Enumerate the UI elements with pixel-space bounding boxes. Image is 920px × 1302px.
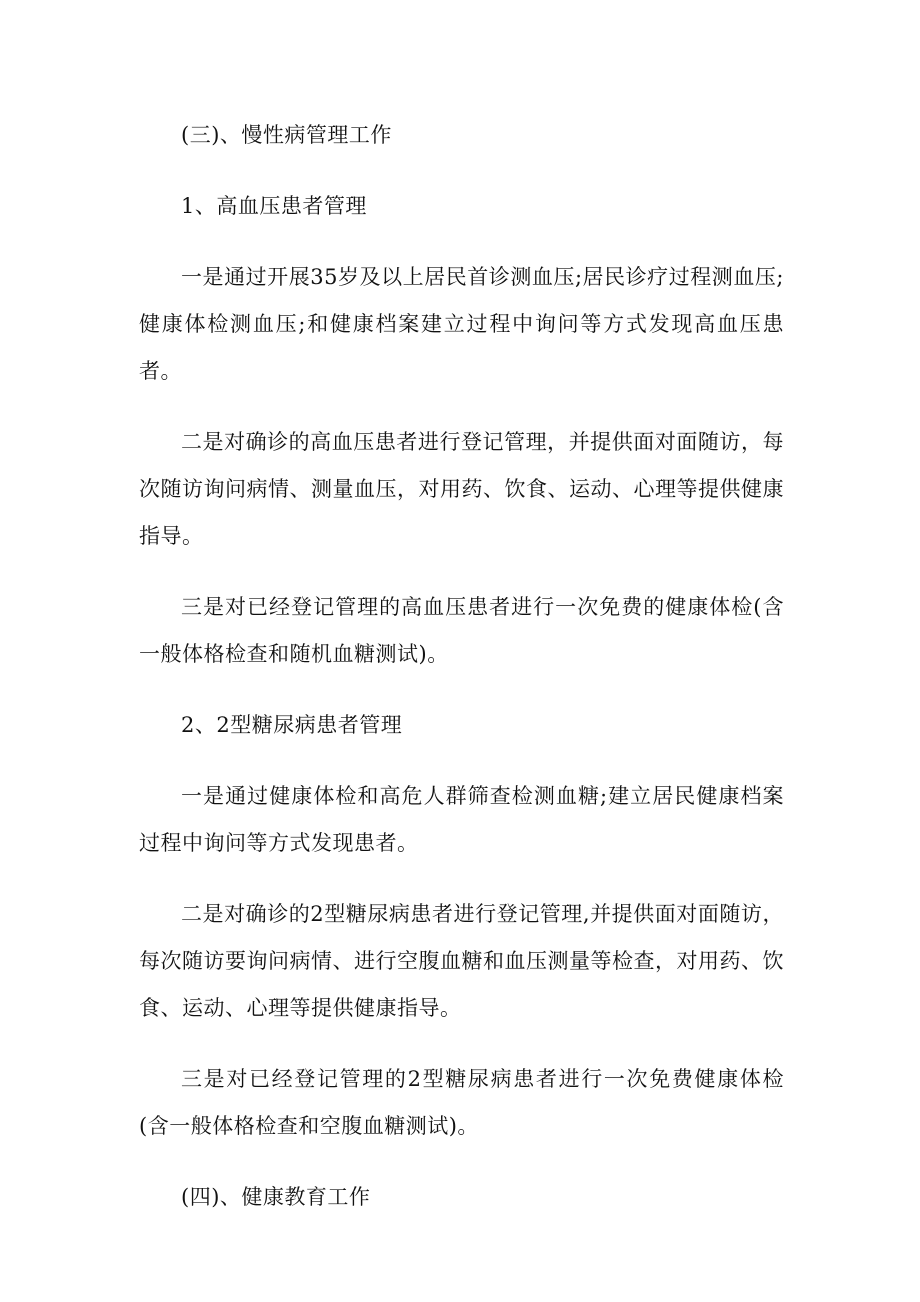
paragraph-hypertension-3: 三是对已经登记管理的高血压患者进行一次免费的健康体检(含一般体格检查和随机血糖测试)。: [139, 595, 784, 666]
section-heading-chronic-disease: (三)、慢性病管理工作: [181, 123, 392, 147]
paragraph-diabetes-3: 三是对已经登记管理的2型糖尿病患者进行一次免费健康体检(含一般体格检查和空腹血糖测试)。: [139, 1067, 784, 1138]
document-body: [139, 112, 784, 1245]
section-heading-health-education: (四)、健康教育工作: [181, 1185, 371, 1209]
paragraph-hypertension-1: 一是通过开展35岁及以上居民首诊测血压;居民诊疗过程测血压;健康体检测血压;和健康档案建立过程中询问等方式发现高血压患者。: [139, 265, 784, 383]
paragraph-diabetes-2: 二是对确诊的2型糖尿病患者进行登记管理,并提供面对面随访，每次随访要询问病情、进行空腹血糖和血压测量等检查，对用药、饮食、运动、心理等提供健康指导。: [139, 902, 784, 1020]
subheading-hypertension: 1、高血压患者管理: [181, 194, 367, 218]
subheading-diabetes: 2、2型糖尿病患者管理: [181, 713, 403, 737]
paragraph-diabetes-1: 一是通过健康体检和高危人群筛查检测血糖;建立居民健康档案过程中询问等方式发现患者。: [139, 784, 784, 855]
paragraph-hypertension-2: 二是对确诊的高血压患者进行登记管理，并提供面对面随访，每次随访询问病情、测量血压，对用药、饮食、运动、心理等提供健康指导。: [139, 430, 784, 548]
